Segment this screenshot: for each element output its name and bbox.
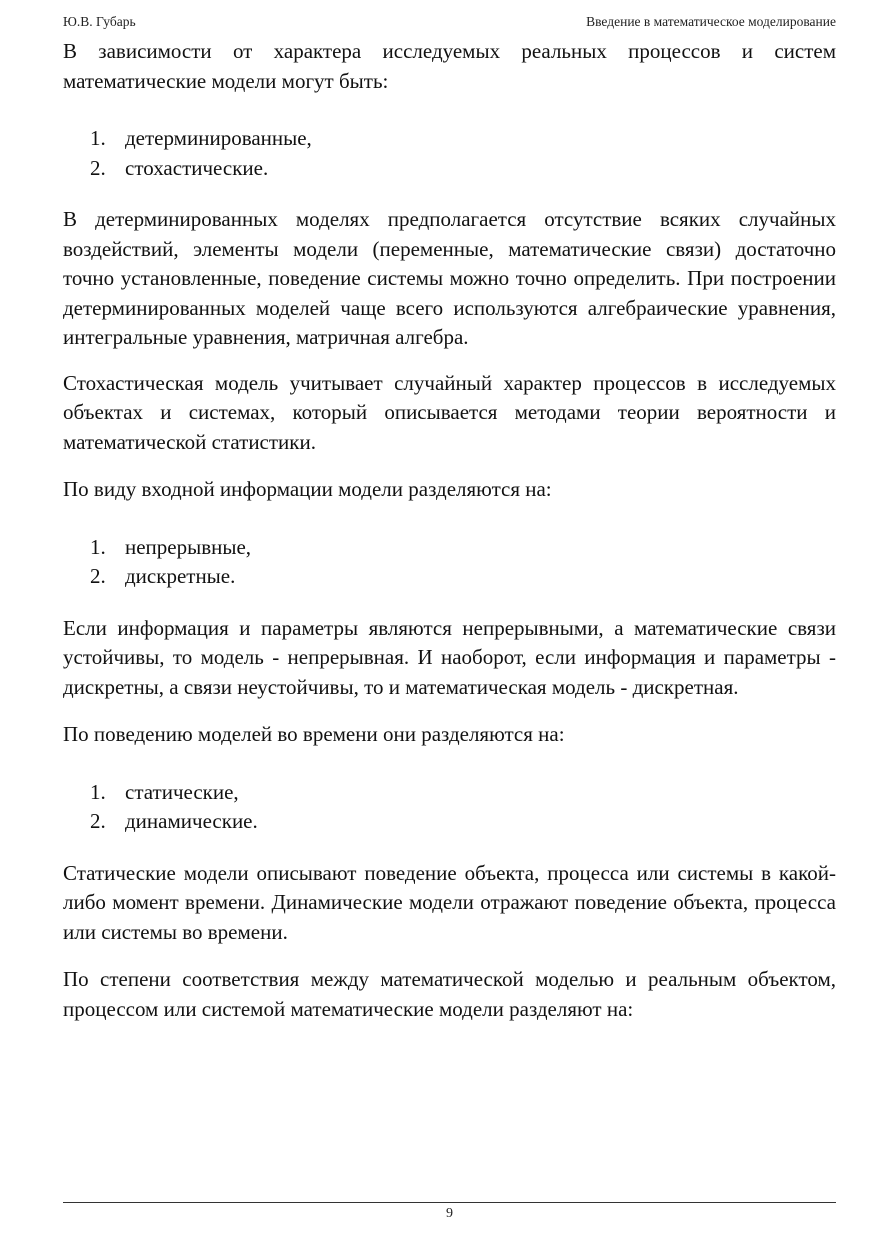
list-number: 2. — [90, 564, 106, 588]
footer-divider — [63, 1202, 836, 1203]
page-number: 9 — [446, 1206, 453, 1221]
list-item — [63, 807, 836, 837]
list-continuous-discrete — [63, 533, 836, 592]
list-item — [63, 562, 836, 592]
list-text: динамические. — [125, 809, 258, 833]
list-item — [63, 778, 836, 808]
list-number: 1. — [90, 126, 106, 150]
header-title: Введение в математическое моделирование — [586, 14, 836, 29]
list-item — [63, 124, 836, 154]
paragraph-correspondence-intro: По степени соответствия между математической моделью и реальным объектом, процессом или системой математические модели разделяют на: — [63, 967, 836, 1021]
list-text: дискретные. — [125, 564, 236, 588]
paragraph-deterministic: В детерминированных моделях предполагается отсутствие всяких случайных воздействий, элементы модели (переменные, математические связи) достаточно точно установленные, поведение системы можно точно определить. При построении детерминированных моделей чаще всего используются алгебраические уравнения, интегральные уравнения, матричная алгебра. — [63, 207, 836, 349]
list-text: статические, — [125, 779, 239, 804]
list-text: непрерывные, — [125, 534, 252, 559]
paragraph-continuous: Если информация и параметры являются непрерывными, а математические связи устойчивы, то модель - непрерывная. И наоборот, если информация и параметры - дискретны, а связи неустойчивы, то и математическая модель - дискретная. — [63, 615, 836, 699]
list-number: 2. — [90, 155, 106, 180]
page-header — [63, 14, 836, 34]
list-static-dynamic — [63, 778, 836, 837]
paragraph-input-info-intro: По виду входной информации модели разделяются на: — [63, 477, 552, 501]
list-number: 1. — [90, 779, 106, 804]
list-deterministic-stochastic — [63, 124, 836, 183]
paragraph-static-dynamic: Статические модели описывают поведение объекта, процесса или системы в какой-либо момент времени. Динамические модели отражают поведение объекта, процесса или системы во времени. — [63, 860, 836, 944]
list-item — [63, 154, 836, 184]
list-item — [63, 533, 836, 563]
paragraph-time-behavior-intro: По поведению моделей во времени они разделяются на: — [63, 722, 565, 746]
paragraph-model-types-intro: В зависимости от характера исследуемых реальных процессов и систем математические модели могут быть: — [63, 39, 836, 93]
list-text: детерминированные, — [125, 126, 312, 150]
list-text: стохастические. — [125, 155, 269, 180]
list-number: 2. — [90, 809, 106, 833]
page-body — [63, 37, 836, 1040]
paragraph-stochastic: Стохастическая модель учитывает случайный характер процессов в исследуемых объектах и системах, который описывается методами теории вероятности и математической статистики. — [63, 370, 836, 454]
list-number: 1. — [90, 534, 106, 559]
header-author: Ю.В. Губарь — [63, 14, 136, 29]
